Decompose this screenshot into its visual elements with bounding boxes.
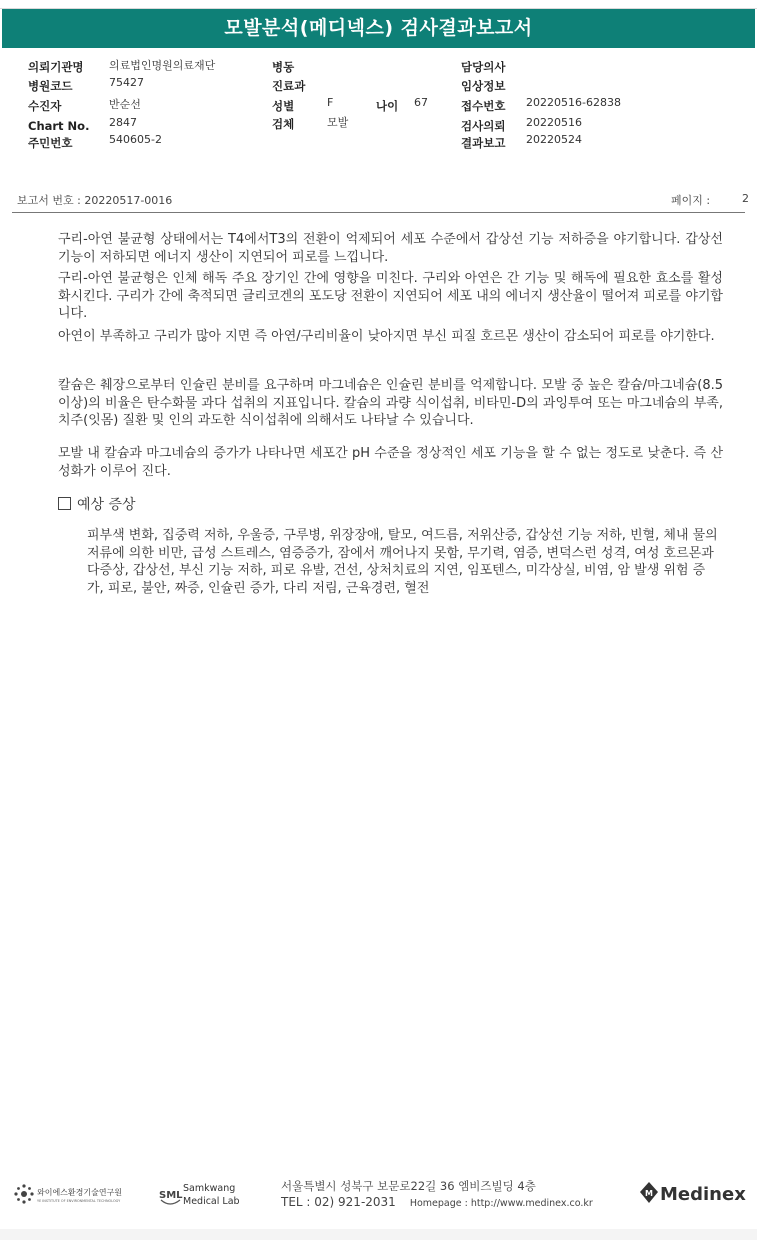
ye-institute-logo [14, 1183, 136, 1205]
info-label: 나이 [376, 99, 399, 113]
report-title: 모발분석(메디넥스) 검사결과보고서 [2, 9, 755, 48]
info-label: 담당의사 [461, 60, 506, 74]
info-value: 모발 [327, 116, 349, 129]
svg-text:Medical Lab: Medical Lab [183, 1196, 240, 1207]
info-label: 접수번호 [461, 99, 506, 113]
info-label: 임상정보 [461, 79, 506, 93]
checkbox-square-icon [58, 497, 71, 510]
info-value: 540605-2 [109, 133, 162, 146]
info-value: 의료법인명원의료재단 [109, 59, 216, 72]
footer-tel: TEL : 02) 921-2031 [281, 1195, 396, 1209]
info-label: 병원코드 [28, 79, 73, 93]
footer [0, 1173, 757, 1218]
info-label: 결과보고 [461, 136, 506, 150]
info-label: 진료과 [272, 79, 306, 93]
body-paragraph: 구리-아연 불균형 상태에서는 T4에서T3의 전환이 억제되어 세포 수준에서 갑상선 기능 저하증을 야기합니다. 갑상선 기능이 저하되면 에너지 생산이 지연되어 피로를 느낍니다. [58, 232, 723, 265]
info-label: 주민번호 [28, 136, 73, 150]
page-number: 2 [742, 192, 749, 205]
info-value: 반순선 [109, 98, 141, 111]
svg-text:YE INSTITUTE OF ENVIRONMENTAL: YE INSTITUTE OF ENVIRONMENTAL TECHNOLOGY [37, 1199, 121, 1203]
bottom-band [0, 1229, 757, 1240]
body-paragraph: 구리-아연 불균형은 인체 해독 주요 장기인 간에 영향을 미친다. 구리와 아연은 간 기능 및 해독에 필요한 효소를 활성화시킨다. 구리가 간에 축적되면 글리코겐의 포도당 전환이 지연되어 세포 내의 에너지 생산율이 떨어져 피로를 야기합니다. [58, 271, 723, 321]
footer-address-block [281, 1178, 593, 1212]
symptoms-list: 피부색 변화, 집중력 저하, 우울증, 구루병, 위장장애, 탈모, 여드름, 저위산증, 갑상선 기능 저하, 빈혈, 체내 물의 저류에 의한 비만, 급성 스트레스, 염증증가, 잠에서 깨어나지 못함, 무기력, 염증, 변덕스런 성격, 여성 호르몬과다증상, 갑상선, 부신 기능 저하, 피로 유발, 건선, 상처치료의 지연, 임포텐스, 미각상실, 비염, 암 발생 위험 증가, 피로, 불안, 짜증, 인슐린 증가, 다리 저림, 근육경련, 혈전 [87, 528, 718, 596]
svg-text:와이에스환경기술연구원: 와이에스환경기술연구원 [37, 1188, 123, 1197]
info-value: 20220516-62838 [526, 96, 621, 109]
info-value: 20220524 [526, 133, 582, 146]
body-paragraph: 모발 내 칼슘과 마그네슘의 증가가 나타나면 세포간 pH 수준을 정상적인 세포 기능을 할 수 없는 정도로 낮춘다. 즉 산성화가 이루어 진다. [58, 446, 723, 479]
info-value: F [327, 96, 334, 109]
body-paragraph: 아연이 부족하고 구리가 많아 지면 즉 아연/구리비율이 낮아지면 부신 피질 호르몬 생산이 감소되어 피로를 야기한다. [58, 329, 715, 344]
info-label: 검사의뢰 [461, 119, 506, 133]
info-value: 2847 [109, 116, 137, 129]
top-border [0, 0, 757, 9]
section-title-text: 예상 증상 [77, 497, 136, 513]
footer-homepage[interactable]: Homepage : http://www.medinex.co.kr [409, 1198, 593, 1209]
svg-text:Medinex: Medinex [660, 1184, 746, 1205]
info-label: 의뢰기관명 [28, 60, 84, 74]
page-label: 페이지 : [671, 194, 711, 207]
svg-text:SML: SML [159, 1190, 183, 1201]
info-value: 75427 [109, 76, 144, 89]
svg-text:Samkwang: Samkwang [183, 1183, 236, 1194]
svg-text:M: M [645, 1189, 653, 1198]
medinex-logo [638, 1179, 750, 1209]
samkwang-logo [158, 1178, 248, 1210]
info-label: 검체 [272, 117, 295, 131]
info-label: 수진자 [28, 99, 62, 113]
info-label: Chart No. [28, 119, 90, 133]
body-paragraph: 칼슘은 췌장으로부터 인슐린 분비를 요구하며 마그네슘은 인슐린 분비를 억제합니다. 모발 중 높은 칼슘/마그네슘(8.5이상)의 비율은 탄수화물 과다 섭취의 지표입니다. 칼슘의 과량 식이섭취, 비타민-D의 과잉투여 또는 마그네슘의 부족, 치주(잇몸) 질환 및 인의 과도한 식이섭취에 의해서도 나타날 수 있습니다. [58, 378, 723, 428]
info-label: 성별 [272, 99, 295, 113]
footer-address: 서울특별시 성북구 보문로22길 36 엠비즈빌딩 4층 [281, 1179, 536, 1193]
section-title [58, 494, 136, 514]
info-value: 67 [414, 96, 428, 109]
divider [12, 212, 745, 213]
info-row [28, 56, 84, 75]
info-value: 20220516 [526, 116, 582, 129]
info-label: 병동 [272, 60, 295, 74]
report-number: 보고서 번호 : 20220517-0016 [17, 194, 173, 207]
